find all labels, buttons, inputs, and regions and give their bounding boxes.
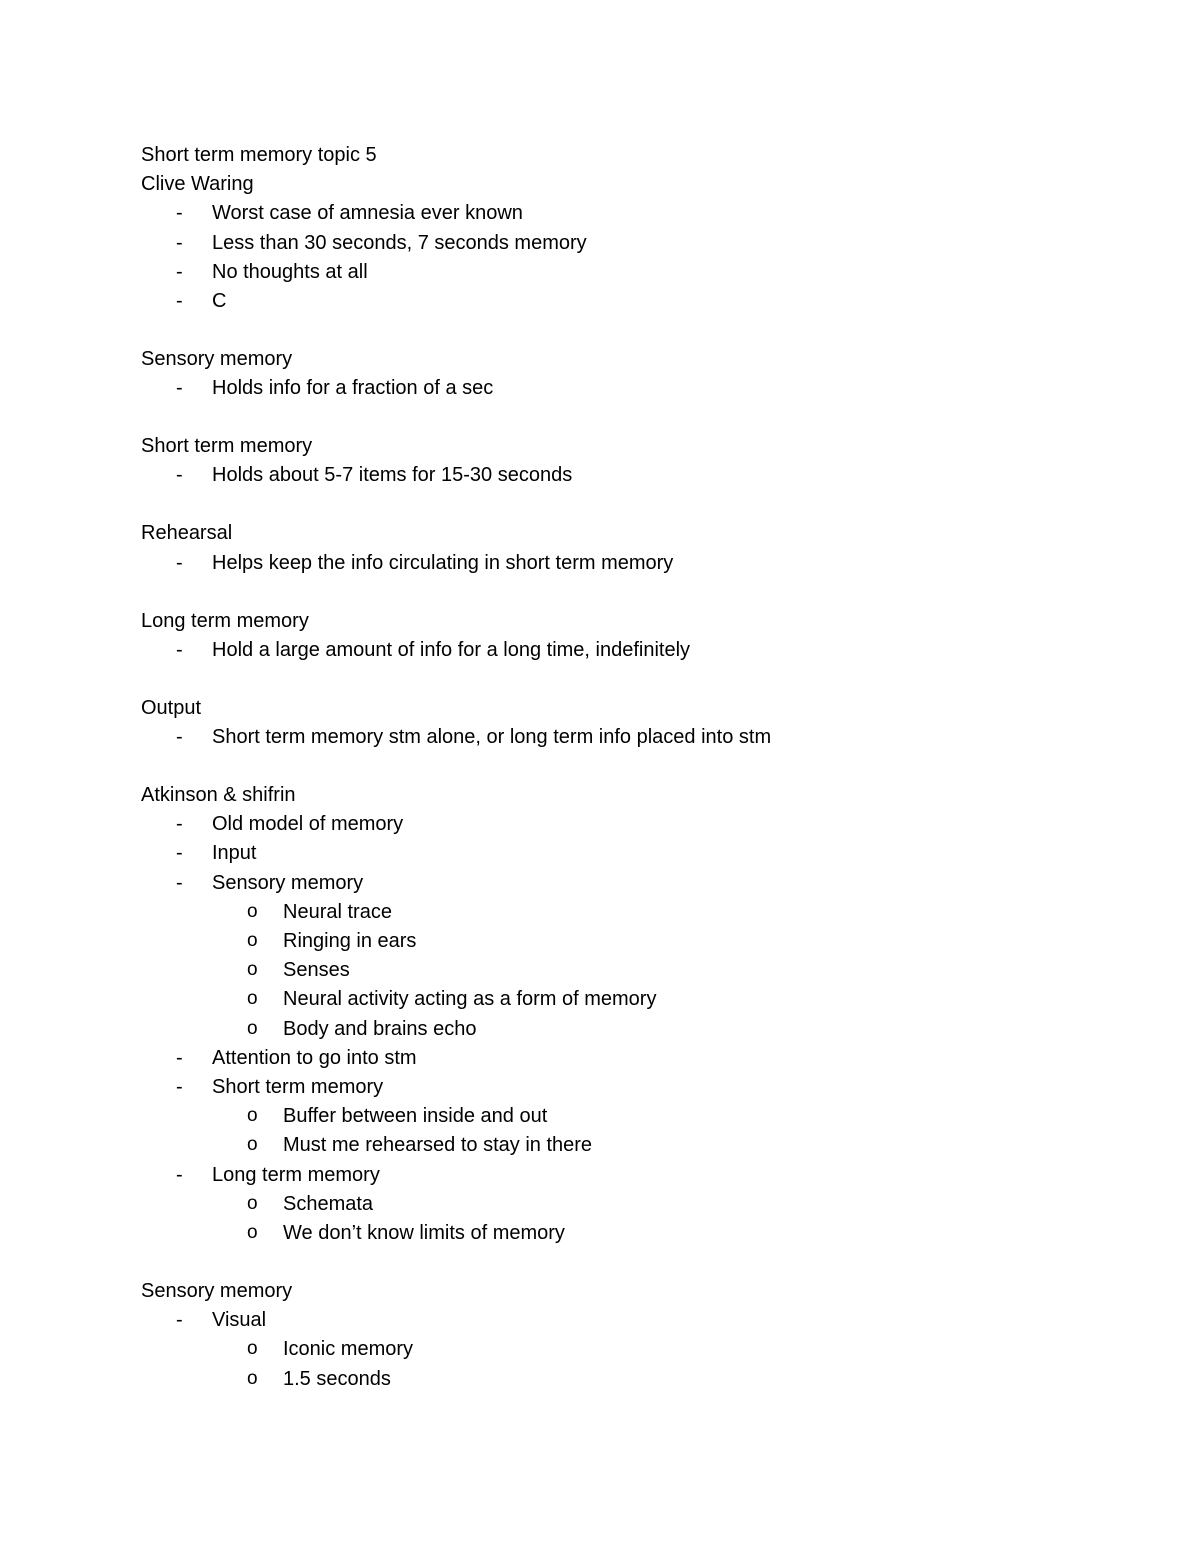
- dash-bullet-icon: -: [176, 202, 183, 224]
- section-heading: [141, 434, 312, 458]
- list-item-text: Holds info for a fraction of a sec: [212, 377, 494, 399]
- circle-bullet-icon: o: [247, 901, 258, 922]
- sub-list-item-text: Schemata: [283, 1193, 374, 1215]
- list-item: [176, 1075, 384, 1099]
- dash-bullet-icon: -: [176, 872, 183, 894]
- section-heading: [141, 1279, 292, 1303]
- sub-list-item-text: Buffer between inside and out: [283, 1105, 548, 1127]
- sub-list-item-text: We don’t know limits of memory: [283, 1222, 565, 1244]
- list-item: [176, 841, 257, 865]
- sub-list-item: [247, 1192, 374, 1216]
- section-heading: [141, 172, 254, 196]
- section-heading-text: Long term memory: [141, 610, 309, 632]
- circle-bullet-icon: o: [247, 988, 258, 1009]
- list-item-text: Worst case of amnesia ever known: [212, 202, 523, 224]
- dash-bullet-icon: -: [176, 726, 183, 748]
- list-item: [176, 725, 772, 749]
- circle-bullet-icon: o: [247, 959, 258, 980]
- list-item-text: Holds about 5-7 items for 15-30 seconds: [212, 464, 573, 486]
- circle-bullet-icon: o: [247, 1134, 258, 1155]
- sub-list-item: [247, 987, 657, 1011]
- sub-list-item: [247, 958, 350, 982]
- section-heading-text: Clive Waring: [141, 173, 254, 195]
- sub-list-item-text: Iconic memory: [283, 1338, 414, 1360]
- section-heading: [141, 783, 296, 807]
- circle-bullet-icon: o: [247, 1018, 258, 1039]
- section-heading: [141, 143, 377, 167]
- section-heading-text: Short term memory: [141, 435, 313, 457]
- circle-bullet-icon: o: [247, 930, 258, 951]
- list-item: [176, 812, 404, 836]
- sub-list-item: [247, 1221, 565, 1245]
- list-item-text: Visual: [212, 1309, 267, 1331]
- sub-list-item-text: Ringing in ears: [283, 930, 417, 952]
- list-item-text: Attention to go into stm: [212, 1047, 417, 1069]
- list-item: [176, 1308, 267, 1332]
- list-item-text: Hold a large amount of info for a long time, indefinitely: [212, 639, 691, 661]
- list-item: [176, 1163, 380, 1187]
- circle-bullet-icon: o: [247, 1338, 258, 1359]
- list-item-text: Short term memory stm alone, or long term info placed into stm: [212, 726, 772, 748]
- dash-bullet-icon: -: [176, 1164, 183, 1186]
- dash-bullet-icon: -: [176, 464, 183, 486]
- list-item: [176, 201, 523, 225]
- dash-bullet-icon: -: [176, 1047, 183, 1069]
- dash-bullet-icon: -: [176, 290, 183, 312]
- dash-bullet-icon: -: [176, 552, 183, 574]
- section-heading: [141, 696, 201, 720]
- list-item: [176, 376, 494, 400]
- dash-bullet-icon: -: [176, 1076, 183, 1098]
- sub-list-item-text: Neural trace: [283, 901, 392, 923]
- sub-list-item-text: Body and brains echo: [283, 1018, 477, 1040]
- circle-bullet-icon: o: [247, 1222, 258, 1243]
- list-item-text: Input: [212, 842, 257, 864]
- circle-bullet-icon: o: [247, 1193, 258, 1214]
- dash-bullet-icon: -: [176, 639, 183, 661]
- sub-list-item-text: Neural activity acting as a form of memory: [283, 988, 657, 1010]
- section-heading-text: Rehearsal: [141, 522, 233, 544]
- list-item: [176, 871, 364, 895]
- section-heading-text: Sensory memory: [141, 348, 293, 370]
- dash-bullet-icon: -: [176, 1309, 183, 1331]
- list-item-text: Long term memory: [212, 1164, 380, 1186]
- sub-list-item: [247, 1017, 477, 1041]
- circle-bullet-icon: o: [247, 1368, 258, 1389]
- sub-list-item: [247, 1133, 593, 1157]
- section-heading: [141, 609, 309, 633]
- list-item-text: C: [212, 290, 227, 312]
- list-item: [176, 260, 368, 284]
- list-item: [176, 463, 573, 487]
- dash-bullet-icon: -: [176, 232, 183, 254]
- dash-bullet-icon: -: [176, 813, 183, 835]
- sub-list-item-text: Senses: [283, 959, 350, 981]
- list-item: [176, 1046, 417, 1070]
- section-heading-text: Short term memory topic 5: [141, 144, 377, 166]
- dash-bullet-icon: -: [176, 261, 183, 283]
- list-item-text: Sensory memory: [212, 872, 364, 894]
- section-heading: [141, 347, 292, 371]
- section-heading-text: Atkinson & shifrin: [141, 784, 296, 806]
- list-item-text: No thoughts at all: [212, 261, 368, 283]
- dash-bullet-icon: -: [176, 842, 183, 864]
- list-item: [176, 551, 674, 575]
- section-heading: [141, 521, 232, 545]
- section-heading-text: Sensory memory: [141, 1280, 293, 1302]
- list-item-text: Helps keep the info circulating in short term memory: [212, 552, 674, 574]
- dash-bullet-icon: -: [176, 377, 183, 399]
- sub-list-item: [247, 900, 392, 924]
- sub-list-item: [247, 1367, 391, 1391]
- sub-list-item: [247, 929, 417, 953]
- list-item: [176, 231, 587, 255]
- circle-bullet-icon: o: [247, 1105, 258, 1126]
- sub-list-item-text: 1.5 seconds: [283, 1368, 391, 1390]
- sub-list-item: [247, 1104, 548, 1128]
- sub-list-item-text: Must me rehearsed to stay in there: [283, 1134, 593, 1156]
- list-item-text: Short term memory: [212, 1076, 384, 1098]
- list-item: [176, 289, 227, 313]
- section-heading-text: Output: [141, 697, 202, 719]
- list-item-text: Less than 30 seconds, 7 seconds memory: [212, 232, 587, 254]
- sub-list-item: [247, 1337, 414, 1361]
- list-item: [176, 638, 691, 662]
- list-item-text: Old model of memory: [212, 813, 404, 835]
